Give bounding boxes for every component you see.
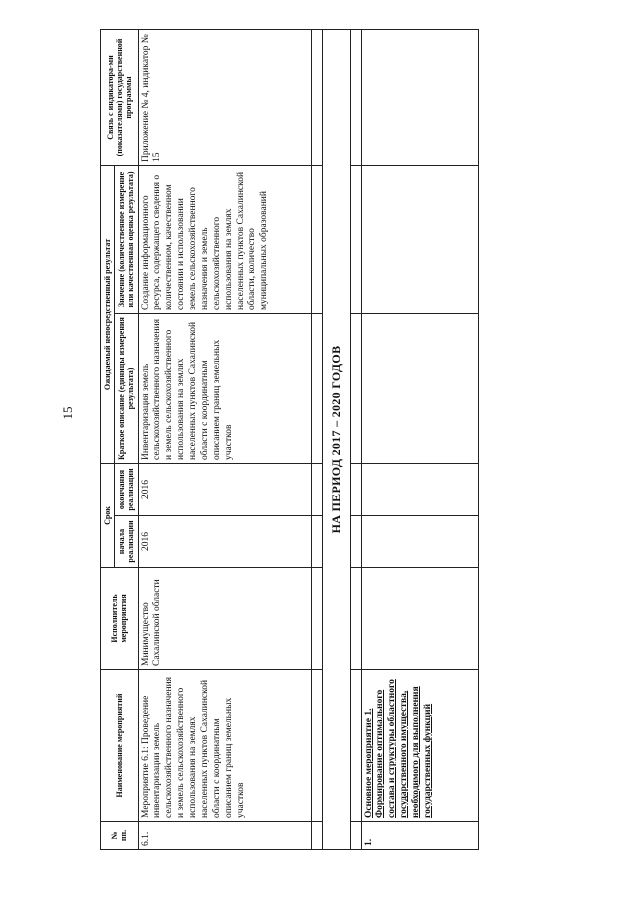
header-result-desc: Краткое описание (единицы измерения результата) [115,314,138,464]
table-row [138,30,311,850]
header-executor: Исполнитель мероприятия [101,568,139,670]
cell-desc: Инвентаризация земель сельскохозяйственного назначения и земель сельскохозяйственного использования на землях населенных пунктов Сахалинской области с координатным описанием границ земельных участков [138,314,311,464]
cell-value: Создание информационного ресурса, содержащего сведения о количественном, качественном состоянии и использовании земель сельскохозяйственного назначения и земель сельскохозяйственного использования на землях населенных пунктов Сахалинской области, количество муниципальных образований [138,166,311,314]
period-heading: НА ПЕРИОД 2017 – 2020 ГОДОВ [322,30,350,850]
header-num: № пп. [101,822,139,850]
empty-row [350,30,361,850]
cell-executor: Минимущество Сахалинской области [138,568,311,670]
page-number: 15 [60,406,75,420]
header-term-start: начала реализации [115,516,138,568]
activities-table [100,29,479,850]
header-term-end: окончания реализации [115,464,138,516]
cell-name: Мероприятие 6.1: Проведение инвентаризации земель сельскохозяйственного назначения и земель сельскохозяйственного использования на землях населенных пунктов Сахалинской области с координатным описанием границ земельных участков [138,670,311,822]
header-link: Связь с индикатора-ми (показателями) государственной программы [101,30,139,166]
header-term: Срок [101,464,115,568]
cell-num: 6.1. [138,822,311,850]
cell-link: Приложение № 4, индикатор № 15 [138,30,311,166]
cell-name: Основное мероприятие 1. Формирование оптимального состава и структуры областного государственного имущества, необходимого для выполнения государственных функций [361,670,478,822]
cell-start: 2016 [138,516,311,568]
rotated-table-wrapper [100,30,560,850]
header-result-value: Значение (количественное измерение или качественная оценка результата) [115,166,138,314]
table-row [361,30,478,850]
header-result: Ожидаемый непосредственный результат [101,166,115,464]
empty-row [311,30,322,850]
period-row [322,30,350,850]
cell-num: 1. [361,822,478,850]
header-row-1 [101,30,115,850]
cell-end: 2016 [138,464,311,516]
header-name: Наименование мероприятий [101,670,139,822]
